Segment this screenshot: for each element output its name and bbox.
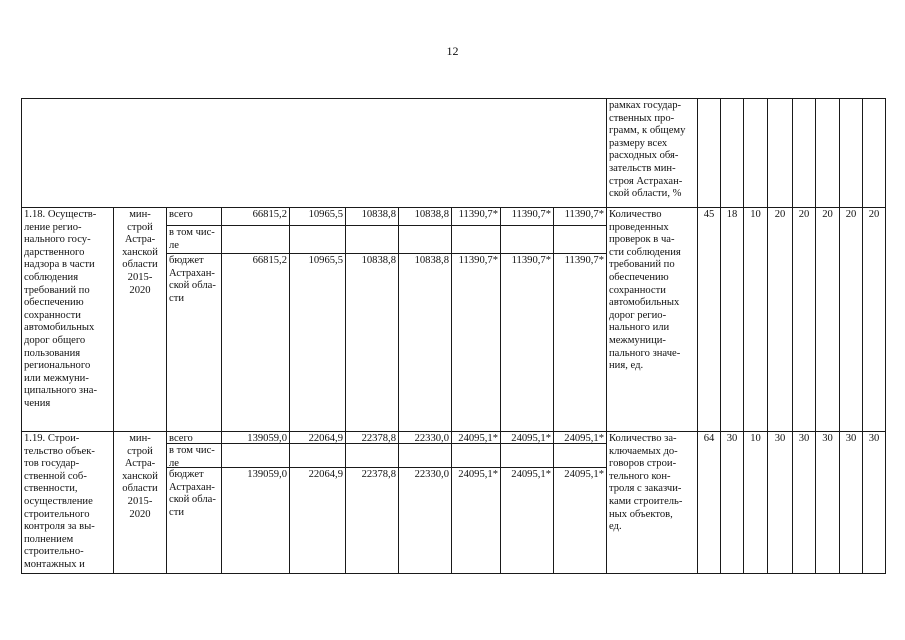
funding-source-cell: в том чис- ле bbox=[166, 225, 222, 254]
event-cell: 1.19. Строи- тельство объек- тов государ- ственной соб- ственности, осуществление строительного контроля за вы- полнением строительно- монтажных и bbox=[21, 431, 114, 574]
indicator-cell: Количество проведенных проверок в ча- сти соблюдения требований по обеспечению сохранности автомобильных дорог регио- нального или межмуници- пального значе- ния, ед. bbox=[606, 207, 698, 432]
funding-value-cell: 10838,8 bbox=[398, 207, 452, 226]
executor-cell: мин- строй Астра- ханской области 2015- 2020 bbox=[113, 431, 167, 574]
funding-value-cell bbox=[289, 225, 346, 254]
funding-value-cell: 10838,8 bbox=[398, 253, 452, 432]
funding-value-cell: 11390,7* bbox=[553, 253, 607, 432]
continuation-target-cell bbox=[697, 98, 721, 208]
funding-value-cell bbox=[345, 443, 399, 468]
continuation-target-cell bbox=[743, 98, 768, 208]
funding-value-cell bbox=[500, 225, 554, 254]
continuation-target-cell bbox=[720, 98, 744, 208]
funding-value-cell: 22064,9 bbox=[289, 467, 346, 574]
funding-value-cell: 11390,7* bbox=[451, 207, 501, 226]
funding-source-cell: всего bbox=[166, 207, 222, 226]
target-value-cell: 10 bbox=[743, 431, 768, 574]
target-value-cell: 45 bbox=[697, 207, 721, 432]
funding-value-cell bbox=[553, 225, 607, 254]
target-value-cell: 20 bbox=[815, 207, 840, 432]
funding-value-cell bbox=[398, 443, 452, 468]
funding-value-cell: 139059,0 bbox=[221, 431, 290, 444]
funding-value-cell: 139059,0 bbox=[221, 467, 290, 574]
continuation-target-cell bbox=[767, 98, 793, 208]
continuation-target-cell bbox=[862, 98, 886, 208]
funding-value-cell: 22378,8 bbox=[345, 431, 399, 444]
continuation-target-cell bbox=[839, 98, 863, 208]
funding-value-cell: 22064,9 bbox=[289, 431, 346, 444]
target-value-cell: 30 bbox=[720, 431, 744, 574]
target-value-cell: 30 bbox=[767, 431, 793, 574]
funding-value-cell: 10965,5 bbox=[289, 253, 346, 432]
funding-value-cell: 10965,5 bbox=[289, 207, 346, 226]
funding-value-cell: 11390,7* bbox=[451, 253, 501, 432]
funding-value-cell: 24095,1* bbox=[553, 431, 607, 444]
executor-cell: мин- строй Астра- ханской области 2015- 2020 bbox=[113, 207, 167, 432]
target-value-cell: 20 bbox=[792, 207, 816, 432]
page-number: 12 bbox=[446, 44, 459, 58]
funding-value-cell: 10838,8 bbox=[345, 207, 399, 226]
funding-value-cell: 24095,1* bbox=[553, 467, 607, 574]
funding-value-cell bbox=[500, 443, 554, 468]
funding-source-cell: всего bbox=[166, 431, 222, 444]
funding-value-cell: 22330,0 bbox=[398, 431, 452, 444]
target-value-cell: 30 bbox=[792, 431, 816, 574]
funding-source-cell: в том чис- ле bbox=[166, 443, 222, 468]
funding-value-cell: 11390,7* bbox=[500, 253, 554, 432]
funding-value-cell: 24095,1* bbox=[500, 431, 554, 444]
target-value-cell: 18 bbox=[720, 207, 744, 432]
funding-value-cell: 22330,0 bbox=[398, 467, 452, 574]
target-value-cell: 64 bbox=[697, 431, 721, 574]
funding-value-cell: 66815,2 bbox=[221, 253, 290, 432]
target-value-cell: 20 bbox=[767, 207, 793, 432]
continuation-target-cell bbox=[792, 98, 816, 208]
continuation-indicator-cell: рамках государ- ственных про- грамм, к общему размеру всех расходных обя- зательств мин- строя Астрахан- ской области, % bbox=[606, 98, 698, 208]
funding-value-cell: 11390,7* bbox=[553, 207, 607, 226]
funding-value-cell bbox=[398, 225, 452, 254]
event-cell: 1.18. Осуществ- ление регио- нального госу- дарственного надзора в части соблюдения требований по обеспечению сохранности автомобильных дорог общего пользования регионального или межмуни- ципального зна- чения bbox=[21, 207, 114, 432]
funding-value-cell: 11390,7* bbox=[500, 207, 554, 226]
target-value-cell: 20 bbox=[839, 207, 863, 432]
funding-value-cell bbox=[221, 443, 290, 468]
funding-value-cell bbox=[451, 225, 501, 254]
funding-source-cell: бюджет Астрахан- ской обла- сти bbox=[166, 467, 222, 574]
funding-value-cell: 10838,8 bbox=[345, 253, 399, 432]
target-value-cell: 30 bbox=[839, 431, 863, 574]
funding-value-cell: 24095,1* bbox=[451, 467, 501, 574]
continuation-target-cell bbox=[815, 98, 840, 208]
funding-value-cell bbox=[553, 443, 607, 468]
indicator-cell: Количество за- ключаемых до- говоров строи- тельного кон- троля с заказчи- ками строитель- ных объектов, ед. bbox=[606, 431, 698, 574]
funding-value-cell bbox=[451, 443, 501, 468]
funding-value-cell bbox=[289, 443, 346, 468]
funding-value-cell: 24095,1* bbox=[500, 467, 554, 574]
target-value-cell: 30 bbox=[862, 431, 886, 574]
continuation-blank-cell bbox=[21, 98, 607, 208]
funding-value-cell: 22378,8 bbox=[345, 467, 399, 574]
funding-source-cell: бюджет Астрахан- ской обла- сти bbox=[166, 253, 222, 432]
funding-value-cell bbox=[345, 225, 399, 254]
funding-value-cell bbox=[221, 225, 290, 254]
target-value-cell: 30 bbox=[815, 431, 840, 574]
target-value-cell: 10 bbox=[743, 207, 768, 432]
funding-value-cell: 24095,1* bbox=[451, 431, 501, 444]
funding-value-cell: 66815,2 bbox=[221, 207, 290, 226]
target-value-cell: 20 bbox=[862, 207, 886, 432]
